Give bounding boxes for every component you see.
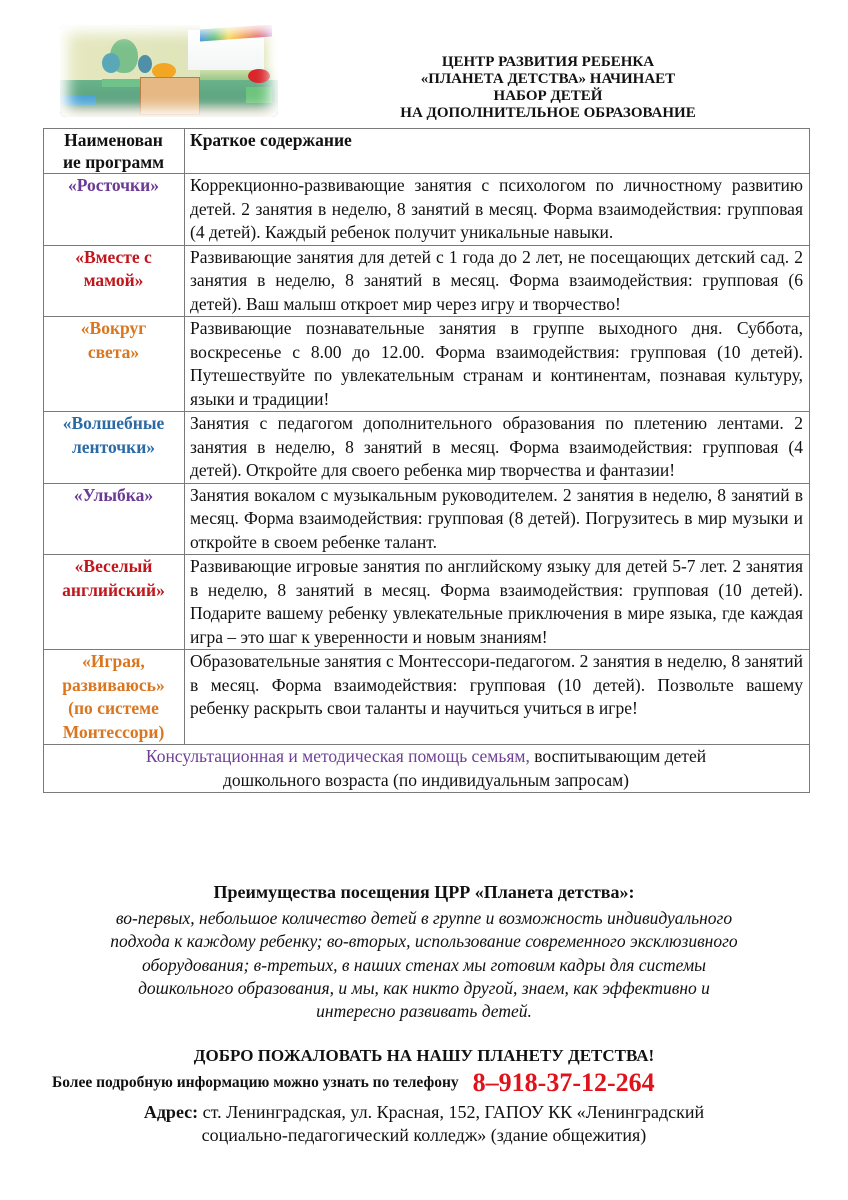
consultation-row bbox=[44, 745, 810, 793]
advantages-line: во-первых, небольшое количество детей в группе и возможность индивидуального bbox=[115, 908, 733, 928]
program-name bbox=[44, 555, 185, 650]
program-name bbox=[44, 412, 185, 484]
program-description: Коррекционно-развивающие занятия с психологом по личностному развитию детей. 2 занятия в неделю, 8 занятий в месяц. Форма взаимодействия: групповая (4 детей). Каждый ребенок получит уникальные навыки. bbox=[185, 174, 810, 246]
program-name bbox=[44, 483, 185, 555]
program-description: Развивающие познавательные занятия в группе выходного дня. Суббота, воскресенье с 8.00 до 12.00. Форма взаимодействия: групповая (10 детей). Путешествуйте по увлекательным странам и континентам, познавая культуру, языки и традиции! bbox=[185, 317, 810, 412]
column-header-program-name bbox=[44, 129, 185, 174]
program-name bbox=[44, 174, 185, 246]
program-name-line: ленточки» bbox=[71, 436, 156, 457]
program-description: Развивающие занятия для детей с 1 года до 2 лет, не посещающих детский сад. 2 занятия в неделю, 8 занятий в месяц. Форма взаимодействия: групповая (6 детей). Ваш малыш откроет мир через игру и творчество! bbox=[185, 245, 810, 317]
photo-vignette bbox=[60, 25, 278, 117]
address-label: Адрес: bbox=[143, 1102, 199, 1122]
header-text: Наименован bbox=[64, 130, 163, 150]
program-name bbox=[44, 650, 185, 745]
program-description: Занятия вокалом с музыкальным руководителем. 2 занятия в неделю, 8 занятий в месяц. Форма взаимодействия: групповая (8 детей). Погрузитесь в мир музыки и откройте в своем ребенке талант. bbox=[185, 483, 810, 555]
program-name-line: «Волшебные bbox=[62, 413, 165, 433]
title-line: НАБОР ДЕТЕЙ bbox=[493, 88, 603, 104]
table-header-row bbox=[44, 129, 810, 174]
program-name-line: «Веселый bbox=[74, 556, 153, 576]
consultation-accent: Консультационная и методическая помощь семьям, bbox=[145, 746, 530, 766]
table-row bbox=[44, 317, 810, 412]
header-text: ие программ bbox=[62, 152, 165, 172]
program-name-line: развиваюсь» bbox=[62, 674, 165, 695]
title-line: НА ДОПОЛНИТЕЛЬНОЕ ОБРАЗОВАНИЕ bbox=[400, 105, 696, 121]
consultation-text: воспитывающим детей bbox=[529, 746, 707, 766]
program-name-line: «Играя, bbox=[82, 651, 145, 671]
program-name-line: «Улыбка» bbox=[73, 484, 154, 505]
address-text: социально-педагогический колледж» (здание общежития) bbox=[201, 1125, 647, 1145]
program-description: Занятия с педагогом дополнительного образования по плетению лентами. 2 занятия в неделю, 8 занятий в месяц. Форма взаимодействия: групповая (4 детей). Откройте для своего ребенка мир творчества и фантазии! bbox=[185, 412, 810, 484]
program-name-line: мамой» bbox=[83, 270, 144, 290]
welcome-banner: ДОБРО ПОЖАЛОВАТЬ НА НАШУ ПЛАНЕТУ ДЕТСТВА! bbox=[193, 1046, 655, 1065]
column-header-summary: Краткое содержание bbox=[185, 129, 810, 174]
phone-line bbox=[52, 1068, 655, 1098]
advantages-text bbox=[50, 907, 798, 1023]
program-name bbox=[44, 245, 185, 317]
title-line: «ПЛАНЕТА ДЕТСТВА» НАЧИНАЕТ bbox=[420, 71, 676, 87]
program-name-line: (по системе bbox=[68, 698, 159, 718]
phone-label: Более подробную информацию можно узнать по телефону bbox=[52, 1074, 459, 1091]
consultation-text: дошкольного возраста (по индивидуальным запросам) bbox=[222, 769, 630, 790]
table-row bbox=[44, 412, 810, 484]
advantages-line: подхода к каждому ребенку; во-вторых, использование современного эксклюзивного bbox=[110, 931, 738, 952]
header-photo bbox=[60, 25, 278, 117]
programs-table bbox=[43, 128, 810, 793]
program-name-line: «Вместе с bbox=[75, 246, 152, 267]
table-row bbox=[44, 245, 810, 317]
table-row bbox=[44, 483, 810, 555]
program-name-line: «Росточки» bbox=[68, 175, 159, 195]
program-name-line: света» bbox=[87, 341, 140, 362]
phone-number[interactable]: 8–918-37-12-264 bbox=[472, 1068, 655, 1097]
advantages-heading: Преимущества посещения ЦРР «Планета детства»: bbox=[213, 882, 635, 902]
program-rows bbox=[44, 174, 810, 745]
table-row bbox=[44, 650, 810, 745]
program-description: Развивающие игровые занятия по английскому языку для детей 5-7 лет. 2 занятия в неделю, 8 занятий в месяц. Форма взаимодействия: групповая (10 детей). Подарите вашему ребенку увлекательные приключения в мире языка, где каждая игра – это шаг к уверенности и новым знаниям! bbox=[185, 555, 810, 650]
address-block bbox=[0, 1101, 848, 1147]
title-line: ЦЕНТР РАЗВИТИЯ РЕБЕНКА bbox=[441, 54, 655, 70]
page-title bbox=[358, 54, 738, 122]
program-name-line: «Вокруг bbox=[80, 318, 147, 338]
advantages-line: дошкольного образования, и мы, как никто другой, знаем, как эффективно и bbox=[138, 977, 710, 998]
program-name bbox=[44, 317, 185, 412]
consultation-cell bbox=[44, 745, 810, 793]
advantages-line: интересно развивать детей. bbox=[316, 1001, 532, 1022]
program-description: Образовательные занятия с Монтессори-педагогом. 2 занятия в неделю, 8 занятий в месяц. Форма взаимодействия: групповая (10 детей). Позвольте вашему ребенку раскрыть свои таланты и научиться учиться в игре! bbox=[185, 650, 810, 745]
address-text: ст. Ленинградская, ул. Красная, 152, ГАПОУ КК «Ленинградский bbox=[198, 1102, 705, 1122]
table-row bbox=[44, 174, 810, 246]
program-name-line: Монтессори) bbox=[62, 721, 165, 742]
advantages-line: оборудования; в-третьих, в наших стенах мы готовим кадры для системы bbox=[142, 954, 706, 975]
program-name-line: английский» bbox=[62, 579, 165, 600]
table-row bbox=[44, 555, 810, 650]
